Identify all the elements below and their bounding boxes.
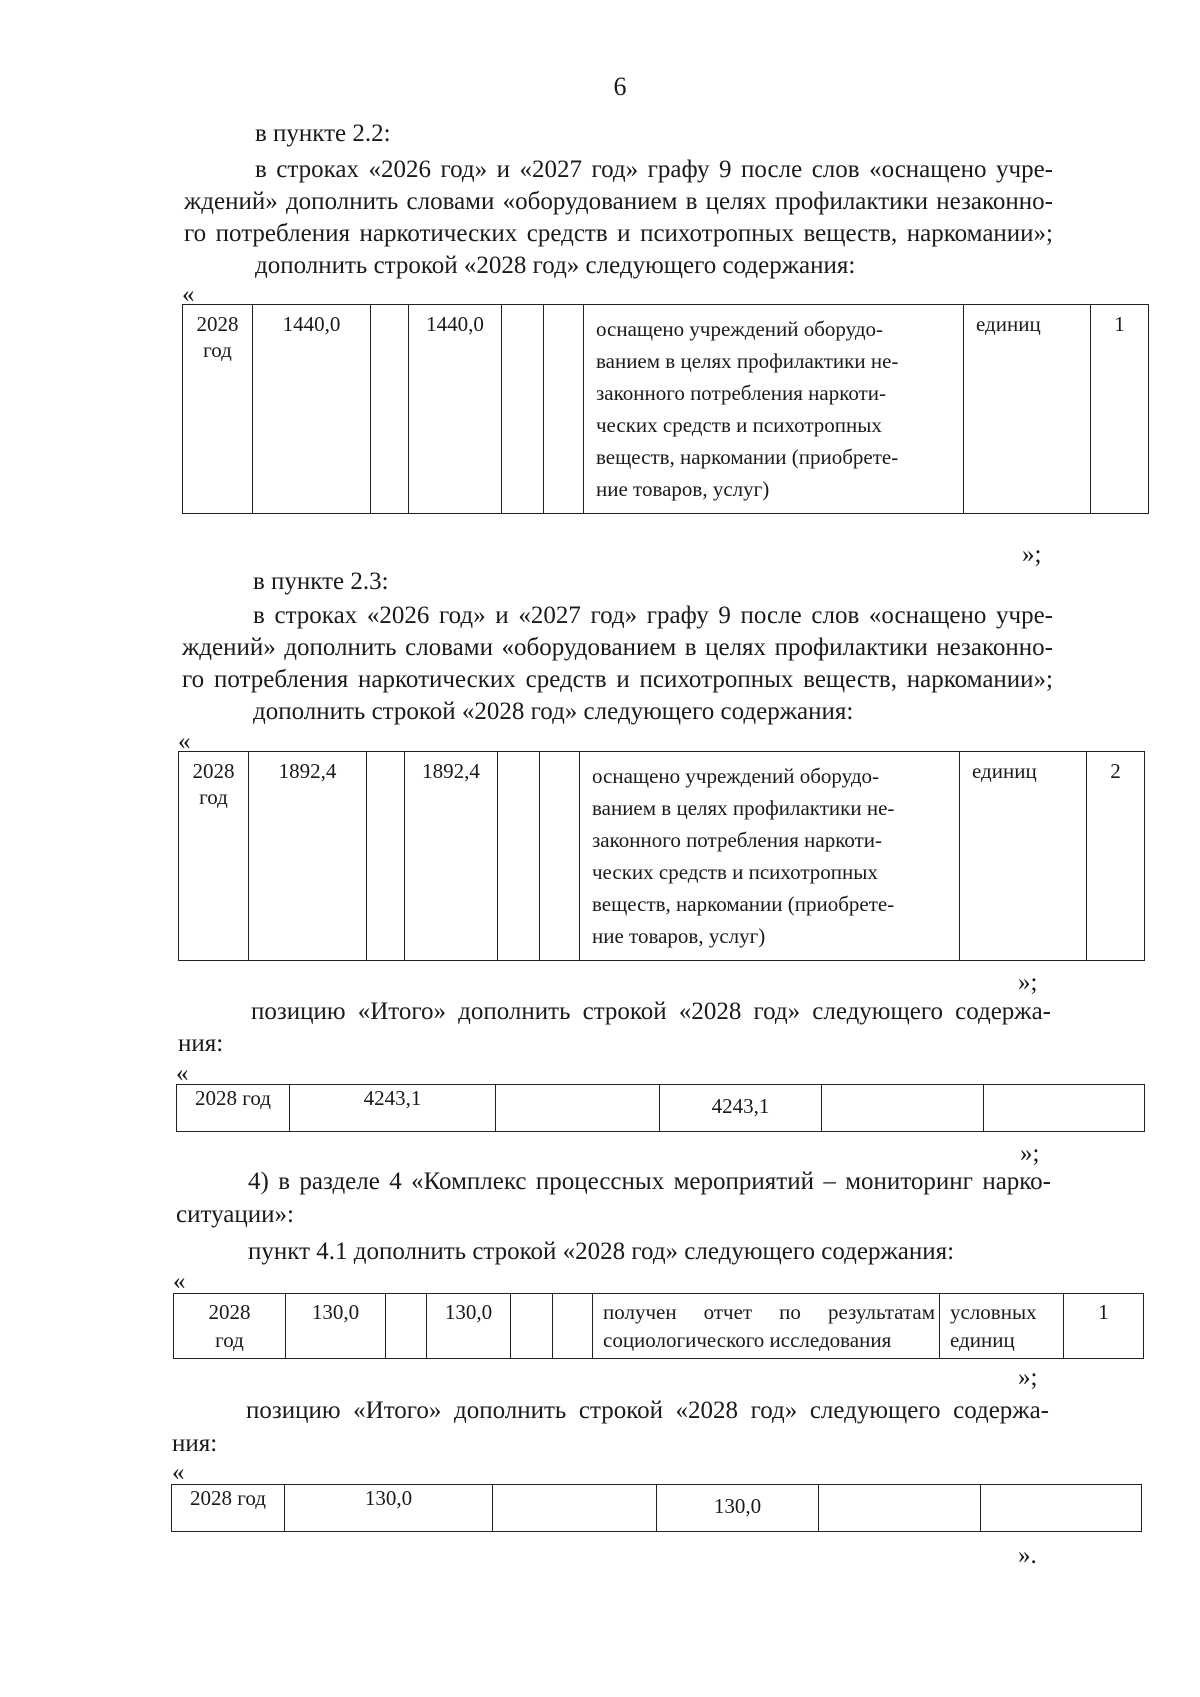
total-1-para-line1: позицию «Итого» дополнить строкой «2028 год» следующего содержа-: [251, 998, 1051, 1025]
desc-line: ние товаров, услуг): [596, 477, 770, 501]
total-1-open-quote: «: [176, 1060, 189, 1087]
section-2-3-heading: в пункте 2.3:: [253, 568, 389, 595]
col3-cell: [496, 1085, 660, 1132]
section-4-table: [173, 1293, 1144, 1359]
col5-cell: [511, 1294, 553, 1359]
col6-cell: [540, 752, 580, 961]
year-cell: 2028 год: [172, 1485, 285, 1532]
desc-line1: получен отчет по результатам: [603, 1300, 935, 1324]
col6-cell: [981, 1485, 1142, 1532]
unit-cell: [940, 1294, 1064, 1359]
total-cell: 1892,4: [249, 752, 367, 961]
section-2-2-heading: в пункте 2.2:: [255, 120, 391, 147]
section-2-3-para-line2: ждений» дополнить словами «оборудованием в целях профилактики незаконно-: [182, 634, 1053, 661]
table-row: [177, 1085, 1145, 1132]
col4-cell: 130,0: [427, 1294, 511, 1359]
section-4-para-line2: ситуации»:: [176, 1201, 294, 1228]
total-1-table: [176, 1084, 1145, 1132]
section-2-2-para-line2: ждений» дополнить словами «оборудованием в целях профилактики незаконно-: [184, 188, 1053, 215]
year-line1: 2028: [196, 312, 239, 336]
total-cell: 4243,1: [290, 1085, 496, 1132]
section-4-para-line1: 4) в разделе 4 «Комплекс процессных мероприятий – мониторинг нарко-: [248, 1168, 1051, 1195]
unit-line1: условных: [950, 1300, 1037, 1324]
col5-cell: [822, 1085, 984, 1132]
total-1-close-quote: »;: [1020, 1140, 1040, 1167]
col4-cell: 1440,0: [409, 305, 502, 514]
year-line2: год: [199, 785, 228, 809]
section-2-3-table: [178, 751, 1145, 961]
col3-cell: [367, 752, 405, 961]
section-2-2-open-quote: «: [182, 281, 195, 308]
year-line2: год: [203, 338, 232, 362]
desc-line: ванием в целях профилактики не-: [592, 796, 895, 820]
col4-cell: 1892,4: [405, 752, 498, 961]
desc-line: ческих средств и психотропных: [596, 413, 882, 437]
total-2-close-quote: ».: [1018, 1542, 1037, 1569]
section-2-3-para-line3: го потребления наркотических средств и психотропных веществ, наркомании»;: [182, 666, 1053, 693]
col6-cell: [553, 1294, 593, 1359]
unit-line2: единиц: [950, 1328, 1015, 1352]
section-2-2-para-line1: в строках «2026 год» и «2027 год» графу 9 после слов «оснащено учре-: [255, 156, 1053, 183]
desc-line: веществ, наркомании (приобрете-: [592, 892, 895, 916]
col3-cell: [386, 1294, 427, 1359]
table-row: [183, 305, 1149, 514]
col6-cell: [984, 1085, 1145, 1132]
table-row: [179, 752, 1145, 961]
year-line2: год: [215, 1328, 244, 1352]
total-2-para-line2: ния:: [172, 1430, 218, 1457]
col3-cell: [493, 1485, 657, 1532]
year-cell: [183, 305, 253, 514]
year-line1: 2028: [192, 759, 235, 783]
total-cell: 1440,0: [253, 305, 371, 514]
count-cell: 1: [1064, 1294, 1144, 1359]
desc-line: законного потребления наркоти-: [596, 381, 886, 405]
page-number: 6: [613, 72, 627, 101]
col3-cell: [371, 305, 409, 514]
desc-line: оснащено учреждений оборудо-: [592, 764, 880, 788]
count-cell: 2: [1087, 752, 1145, 961]
table-row: [174, 1294, 1144, 1359]
section-2-2-add-row: дополнить строкой «2028 год» следующего содержания:: [255, 252, 856, 279]
col4-cell: 4243,1: [660, 1085, 822, 1132]
desc-line: веществ, наркомании (приобрете-: [596, 445, 899, 469]
section-2-3-add-row: дополнить строкой «2028 год» следующего содержания:: [253, 698, 854, 725]
year-cell: [179, 752, 249, 961]
table-row: [172, 1485, 1142, 1532]
total-cell: 130,0: [286, 1294, 386, 1359]
total-1-para-line2: ния:: [178, 1030, 224, 1057]
desc-line2: социологического исследования: [603, 1328, 892, 1352]
description-cell: [584, 305, 964, 514]
desc-line: ванием в целях профилактики не-: [596, 349, 899, 373]
description-cell: [593, 1294, 940, 1359]
total-2-table: [171, 1484, 1142, 1532]
section-2-3-close-quote: »;: [1018, 969, 1038, 996]
col5-cell: [498, 752, 540, 961]
col4-cell: 130,0: [657, 1485, 819, 1532]
count-cell: 1: [1091, 305, 1149, 514]
total-cell: 130,0: [285, 1485, 493, 1532]
desc-line: ние товаров, услуг): [592, 924, 766, 948]
desc-line: ческих средств и психотропных: [592, 860, 878, 884]
section-2-3-para-line1: в строках «2026 год» и «2027 год» графу 9 после слов «оснащено учре-: [253, 602, 1053, 629]
desc-line: законного потребления наркоти-: [592, 828, 882, 852]
section-4-open-quote: «: [173, 1268, 186, 1295]
col6-cell: [544, 305, 584, 514]
year-line1: 2028: [208, 1300, 251, 1324]
desc-line: оснащено учреждений оборудо-: [596, 317, 884, 341]
unit-cell: единиц: [960, 752, 1087, 961]
year-cell: [174, 1294, 286, 1359]
section-4-add-row: пункт 4.1 дополнить строкой «2028 год» следующего содержания:: [248, 1238, 955, 1265]
section-2-2-para-line3: го потребления наркотических средств и психотропных веществ, наркомании»;: [184, 220, 1053, 247]
section-2-3-open-quote: «: [178, 728, 191, 755]
total-2-open-quote: «: [172, 1459, 185, 1486]
description-cell: [580, 752, 960, 961]
section-2-2-close-quote: »;: [1022, 541, 1042, 568]
section-2-2-table: [182, 304, 1149, 514]
col5-cell: [502, 305, 544, 514]
col5-cell: [819, 1485, 981, 1532]
section-4-close-quote: »;: [1018, 1364, 1038, 1391]
unit-cell: единиц: [964, 305, 1091, 514]
total-2-para-line1: позицию «Итого» дополнить строкой «2028 год» следующего содержа-: [246, 1397, 1049, 1424]
year-cell: 2028 год: [177, 1085, 290, 1132]
